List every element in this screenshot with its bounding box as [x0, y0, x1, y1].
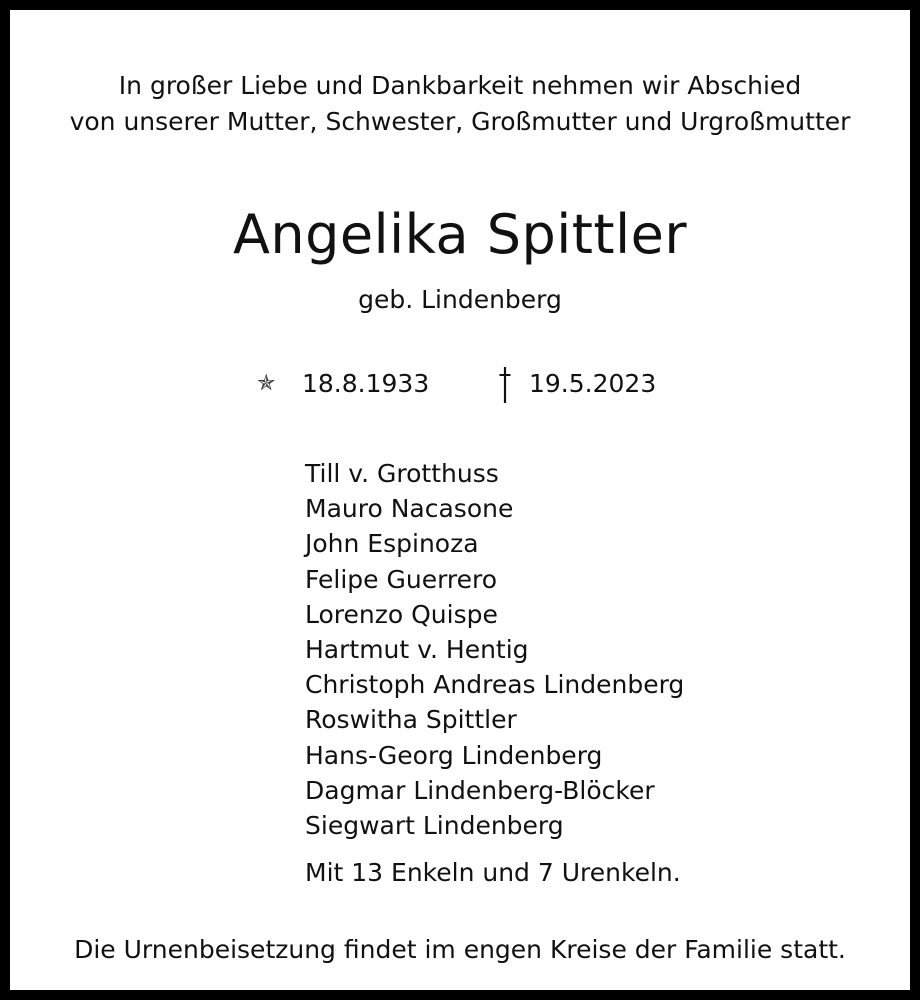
maiden-name: geb. Lindenberg: [358, 285, 562, 314]
list-item: Mauro Nacasone: [305, 494, 514, 524]
death-date: 19.5.2023: [529, 369, 657, 398]
list-item: Lorenzo Quispe: [305, 599, 498, 629]
grandchildren-note: Mit 13 Enkeln und 7 Urenkeln.: [305, 858, 681, 887]
list-item: Hans-Georg Lindenberg: [305, 740, 603, 770]
birth-date: 18.8.1933: [302, 369, 430, 398]
deceased-name: Angelika Spittler: [232, 203, 688, 266]
list-item: Dagmar Lindenberg-Blöcker: [305, 775, 655, 805]
life-dates: [10, 366, 910, 406]
list-item: Siegwart Lindenberg: [305, 811, 564, 841]
intro-text: [10, 68, 910, 140]
mourners-list: [305, 456, 684, 843]
list-item: Till v. Grotthuss: [305, 459, 499, 488]
list-item: Roswitha Spittler: [305, 705, 517, 735]
burial-note: Die Urnenbeisetzung findet im engen Kreise der Familie statt.: [74, 935, 846, 964]
cross-icon: [498, 364, 512, 404]
list-item: Hartmut v. Hentig: [305, 635, 529, 665]
intro-line-1: In großer Liebe und Dankbarkeit nehmen wir Abschied: [118, 71, 802, 100]
star-icon: ✯: [257, 371, 276, 396]
intro-line-2: von unserer Mutter, Schwester, Großmutter und Urgroßmutter: [69, 107, 851, 136]
list-item: Felipe Guerrero: [305, 564, 498, 594]
list-item: John Espinoza: [305, 529, 479, 559]
list-item: Christoph Andreas Lindenberg: [305, 670, 685, 700]
